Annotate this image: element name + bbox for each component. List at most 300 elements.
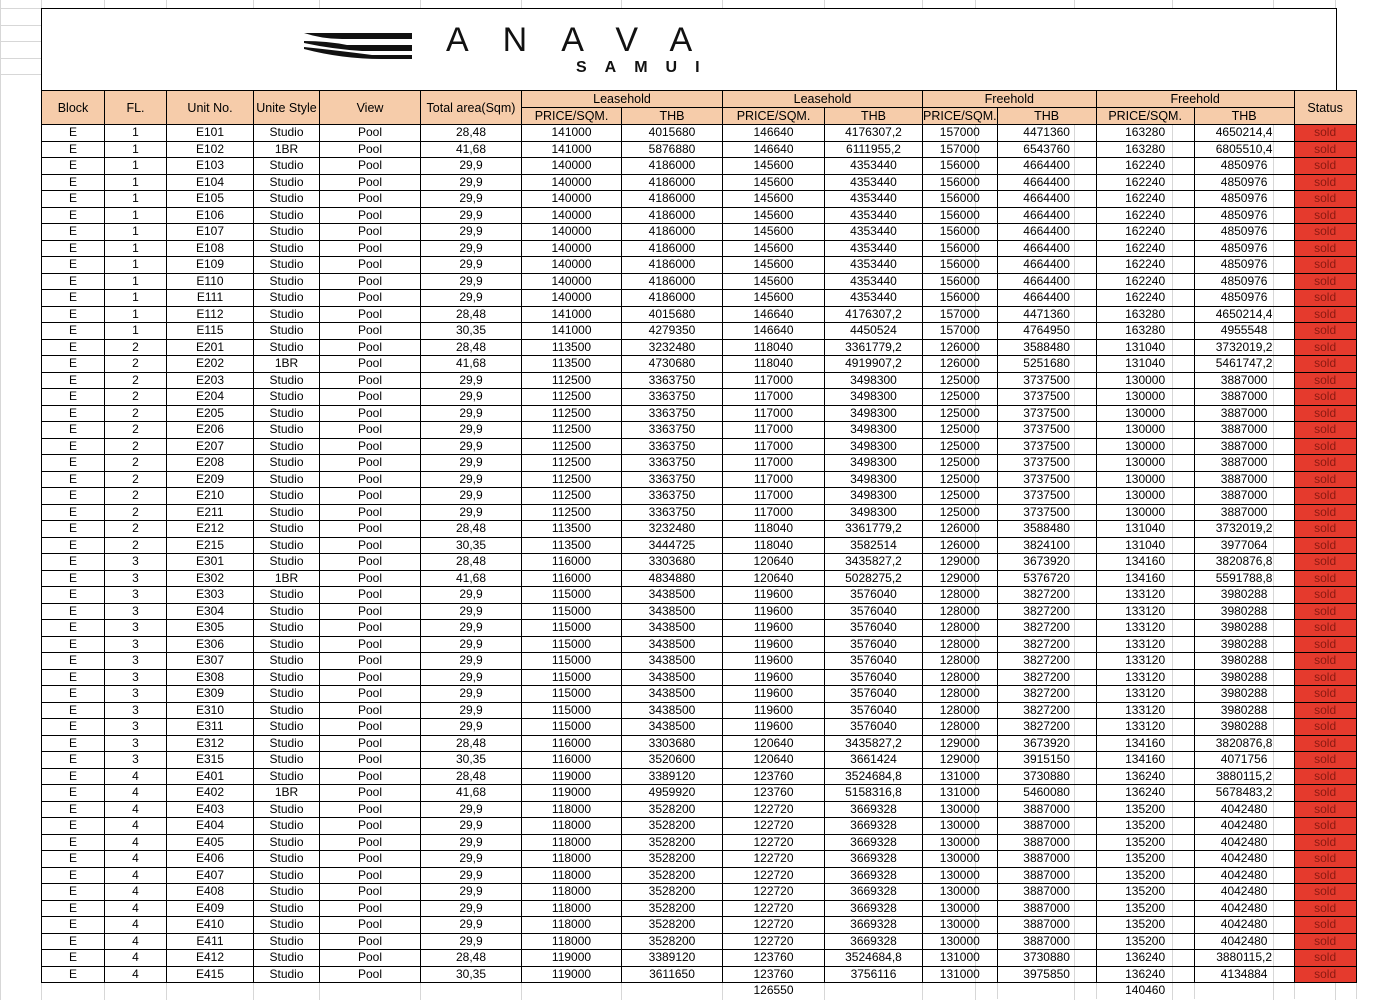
cell-unit-style: Studio <box>254 306 320 323</box>
cell-total-area: 29,9 <box>421 636 522 653</box>
cell-freehold-thb: 3827200 <box>997 603 1096 620</box>
cell-leasehold-thb: 4353440 <box>825 207 923 224</box>
cell-freehold-thb: 3975850 <box>997 966 1096 983</box>
table-row <box>42 521 1357 538</box>
cell-view: Pool <box>320 257 421 274</box>
cell-leasehold-thb: 4353440 <box>825 273 923 290</box>
cell-freehold-thb: 4850976 <box>1194 158 1294 175</box>
cell-freehold-thb: 3737500 <box>997 438 1096 455</box>
cell-leasehold-price-sqm: 117000 <box>723 488 825 505</box>
cell-view: Pool <box>320 603 421 620</box>
cell-unit-no: E311 <box>167 719 254 736</box>
cell-freehold-price-sqm: 156000 <box>923 191 998 208</box>
cell-total-area: 29,9 <box>421 422 522 439</box>
cell-leasehold-thb: 3669328 <box>825 834 923 851</box>
cell-freehold-thb: 5591788,8 <box>1194 570 1294 587</box>
cell-leasehold-thb: 4959920 <box>622 785 723 802</box>
table-row <box>42 735 1357 752</box>
cell-leasehold-price-sqm: 115000 <box>522 587 622 604</box>
cell-floor: 2 <box>105 455 167 472</box>
cell-leasehold-price-sqm: 123760 <box>723 785 825 802</box>
cell-freehold-price-sqm: 133120 <box>1096 669 1194 686</box>
cell-status: sold <box>1294 372 1356 389</box>
cell-freehold-thb: 4850976 <box>1194 174 1294 191</box>
cell-floor: 1 <box>105 158 167 175</box>
cell-leasehold-thb: 3363750 <box>622 488 723 505</box>
cell-freehold-thb: 4042480 <box>1194 834 1294 851</box>
header-status: Status <box>1294 91 1356 125</box>
cell-freehold-thb: 4664400 <box>997 191 1096 208</box>
table-row <box>42 356 1357 373</box>
cell-unit-no: E409 <box>167 900 254 917</box>
cell-freehold-thb: 4664400 <box>997 273 1096 290</box>
cell-leasehold-price-sqm: 145600 <box>723 273 825 290</box>
cell-leasehold-thb: 3520600 <box>622 752 723 769</box>
table-row <box>42 471 1357 488</box>
cell-leasehold-price-sqm: 119000 <box>522 950 622 967</box>
cell-view: Pool <box>320 290 421 307</box>
cell-block: E <box>42 735 105 752</box>
cell-block: E <box>42 620 105 637</box>
cell-floor: 2 <box>105 504 167 521</box>
cell-leasehold-thb: 3438500 <box>622 603 723 620</box>
cell-block: E <box>42 141 105 158</box>
cell-block: E <box>42 257 105 274</box>
cell-freehold-thb: 4664400 <box>997 257 1096 274</box>
cell-freehold-price-sqm: 125000 <box>923 438 998 455</box>
cell-unit-style: Studio <box>254 405 320 422</box>
cell-leasehold-thb: 4015680 <box>622 125 723 142</box>
cell-status: sold <box>1294 207 1356 224</box>
cell-leasehold-price-sqm: 116000 <box>522 554 622 571</box>
cell-freehold-thb: 5460080 <box>997 785 1096 802</box>
cell-total-area: 29,9 <box>421 240 522 257</box>
cell-block: E <box>42 719 105 736</box>
cell-leasehold-price-sqm: 115000 <box>522 702 622 719</box>
cell-leasehold-thb: 4186000 <box>622 257 723 274</box>
cell-view: Pool <box>320 950 421 967</box>
cell-leasehold-price-sqm: 122720 <box>723 818 825 835</box>
cell-leasehold-price-sqm: 115000 <box>522 603 622 620</box>
cell-leasehold-price-sqm: 115000 <box>522 719 622 736</box>
cell-leasehold-thb: 3669328 <box>825 818 923 835</box>
cell-freehold-thb: 3980288 <box>1194 636 1294 653</box>
cell-freehold-price-sqm: 130000 <box>923 801 998 818</box>
cell-floor: 2 <box>105 488 167 505</box>
cell-total-area: 41,68 <box>421 356 522 373</box>
cell-leasehold-thb: 3576040 <box>825 686 923 703</box>
cell-total-area: 29,9 <box>421 686 522 703</box>
cell-view: Pool <box>320 455 421 472</box>
cell-view: Pool <box>320 488 421 505</box>
cell-status: sold <box>1294 801 1356 818</box>
cell-freehold-thb: 3980288 <box>1194 702 1294 719</box>
cell-leasehold-price-sqm: 140000 <box>522 158 622 175</box>
cell-leasehold-price-sqm: 140000 <box>522 174 622 191</box>
cell-view: Pool <box>320 471 421 488</box>
cell-block: E <box>42 966 105 983</box>
table-row <box>42 834 1357 851</box>
cell-status: sold <box>1294 719 1356 736</box>
cell-status: sold <box>1294 818 1356 835</box>
cell-status: sold <box>1294 521 1356 538</box>
cell-status: sold <box>1294 834 1356 851</box>
header-unit-style: Unite Style <box>254 91 320 125</box>
cell-total-area: 29,9 <box>421 273 522 290</box>
cell-unit-style: 1BR <box>254 356 320 373</box>
cell-freehold-price-sqm: 130000 <box>923 884 998 901</box>
cell-freehold-price-sqm: 135200 <box>1096 801 1194 818</box>
cell-view: Pool <box>320 653 421 670</box>
cell-unit-no: E203 <box>167 372 254 389</box>
cell-freehold-price-sqm: 125000 <box>923 389 998 406</box>
cell-freehold-thb: 3737500 <box>997 488 1096 505</box>
cell-unit-no: E107 <box>167 224 254 241</box>
cell-status: sold <box>1294 785 1356 802</box>
cell-freehold-thb: 3820876,8 <box>1194 735 1294 752</box>
cell-freehold-price-sqm: 130000 <box>1096 455 1194 472</box>
cell-unit-no: E404 <box>167 818 254 835</box>
table-row <box>42 504 1357 521</box>
cell-unit-style: Studio <box>254 884 320 901</box>
table-row <box>42 966 1357 983</box>
cell-freehold-thb: 4664400 <box>997 290 1096 307</box>
table-row <box>42 207 1357 224</box>
cell-unit-no: E415 <box>167 966 254 983</box>
cell-view: Pool <box>320 273 421 290</box>
header-price-sqm: PRICE/SQM. <box>723 108 825 125</box>
cell-leasehold-price-sqm: 117000 <box>723 405 825 422</box>
cell-unit-style: Studio <box>254 438 320 455</box>
cell-leasehold-price-sqm: 122720 <box>723 851 825 868</box>
cell-freehold-price-sqm: 156000 <box>923 174 998 191</box>
header-thb: THB <box>1194 108 1294 125</box>
cell-freehold-price-sqm: 156000 <box>923 273 998 290</box>
cell-freehold-price-sqm: 135200 <box>1096 834 1194 851</box>
cell-block: E <box>42 653 105 670</box>
cell-leasehold-thb: 3363750 <box>622 389 723 406</box>
cell-status: sold <box>1294 422 1356 439</box>
cell-block: E <box>42 884 105 901</box>
cell-leasehold-price-sqm: 119000 <box>522 785 622 802</box>
cell-status: sold <box>1294 966 1356 983</box>
table-row <box>42 224 1357 241</box>
cell-block: E <box>42 438 105 455</box>
cell-total-area: 29,9 <box>421 719 522 736</box>
cell-freehold-thb: 3887000 <box>997 884 1096 901</box>
cell-block: E <box>42 537 105 554</box>
cell-status: sold <box>1294 554 1356 571</box>
cell-total-area: 41,68 <box>421 570 522 587</box>
cell-unit-no: E215 <box>167 537 254 554</box>
cell-status: sold <box>1294 504 1356 521</box>
table-row <box>42 818 1357 835</box>
cell-block: E <box>42 306 105 323</box>
table-row <box>42 339 1357 356</box>
cell-block: E <box>42 851 105 868</box>
cell-leasehold-price-sqm: 119600 <box>723 587 825 604</box>
cell-freehold-thb: 3827200 <box>997 702 1096 719</box>
cell-view: Pool <box>320 669 421 686</box>
cell-floor: 1 <box>105 257 167 274</box>
cell-freehold-thb: 4042480 <box>1194 900 1294 917</box>
cell-unit-style: Studio <box>254 257 320 274</box>
table-row <box>42 702 1357 719</box>
cell-leasehold-price-sqm: 115000 <box>522 636 622 653</box>
cell-leasehold-thb: 4186000 <box>622 207 723 224</box>
cell-total-area: 29,9 <box>421 471 522 488</box>
cell-status: sold <box>1294 405 1356 422</box>
cell-leasehold-price-sqm: 119600 <box>723 702 825 719</box>
cell-leasehold-thb: 3528200 <box>622 834 723 851</box>
cell-leasehold-price-sqm: 141000 <box>522 125 622 142</box>
cell-view: Pool <box>320 389 421 406</box>
cell-block: E <box>42 768 105 785</box>
cell-unit-style: Studio <box>254 455 320 472</box>
table-row <box>42 554 1357 571</box>
cell-status: sold <box>1294 455 1356 472</box>
cell-floor: 1 <box>105 273 167 290</box>
cell-status: sold <box>1294 669 1356 686</box>
cell-leasehold-price-sqm: 118000 <box>522 818 622 835</box>
cell-freehold-price-sqm: 130000 <box>923 851 998 868</box>
cell-block: E <box>42 273 105 290</box>
cell-total-area: 29,9 <box>421 504 522 521</box>
cell-leasehold-price-sqm: 118000 <box>522 834 622 851</box>
cell-leasehold-price-sqm: 118040 <box>723 537 825 554</box>
cell-leasehold-thb: 3528200 <box>622 900 723 917</box>
cell-freehold-thb: 4042480 <box>1194 884 1294 901</box>
cell-status: sold <box>1294 438 1356 455</box>
cell-freehold-price-sqm: 128000 <box>923 636 998 653</box>
cell-floor: 1 <box>105 240 167 257</box>
header-total-area: Total area(Sqm) <box>421 91 522 125</box>
cell-freehold-price-sqm: 125000 <box>923 405 998 422</box>
cell-view: Pool <box>320 719 421 736</box>
cell-unit-style: Studio <box>254 966 320 983</box>
cell-view: Pool <box>320 207 421 224</box>
cell-freehold-thb: 3737500 <box>997 405 1096 422</box>
cell-leasehold-price-sqm: 112500 <box>522 372 622 389</box>
header-floor: FL. <box>105 91 167 125</box>
cell-freehold-price-sqm: 156000 <box>923 224 998 241</box>
cell-unit-no: E315 <box>167 752 254 769</box>
cell-freehold-thb: 3887000 <box>1194 372 1294 389</box>
cell-freehold-price-sqm: 156000 <box>923 207 998 224</box>
cell-leasehold-price-sqm: 118000 <box>522 867 622 884</box>
cell-unit-no: E204 <box>167 389 254 406</box>
cell-leasehold-price-sqm: 122720 <box>723 933 825 950</box>
footer-row <box>42 983 1357 1000</box>
cell-freehold-thb: 4071756 <box>1194 752 1294 769</box>
cell-leasehold-thb: 4353440 <box>825 224 923 241</box>
cell-unit-style: Studio <box>254 554 320 571</box>
cell-freehold-price-sqm: 130000 <box>1096 504 1194 521</box>
cell-status: sold <box>1294 570 1356 587</box>
cell-status: sold <box>1294 158 1356 175</box>
cell-freehold-price-sqm: 129000 <box>923 554 998 571</box>
cell-freehold-price-sqm: 126000 <box>923 537 998 554</box>
cell-unit-style: Studio <box>254 240 320 257</box>
cell-freehold-price-sqm: 131000 <box>923 966 998 983</box>
cell-block: E <box>42 488 105 505</box>
cell-freehold-thb: 4664400 <box>997 174 1096 191</box>
cell-freehold-price-sqm: 130000 <box>923 917 998 934</box>
cell-freehold-price-sqm: 131040 <box>1096 537 1194 554</box>
cell-leasehold-price-sqm: 119600 <box>723 686 825 703</box>
cell-unit-no: E405 <box>167 834 254 851</box>
cell-freehold-thb: 4850976 <box>1194 207 1294 224</box>
table-row <box>42 785 1357 802</box>
cell-leasehold-thb: 3435827,2 <box>825 735 923 752</box>
table-body <box>42 125 1357 983</box>
cell-status: sold <box>1294 488 1356 505</box>
cell-freehold-thb: 4042480 <box>1194 917 1294 934</box>
cell-view: Pool <box>320 191 421 208</box>
cell-freehold-price-sqm: 128000 <box>923 669 998 686</box>
cell-status: sold <box>1294 323 1356 340</box>
cell-leasehold-price-sqm: 145600 <box>723 174 825 191</box>
cell-freehold-thb: 3887000 <box>1194 389 1294 406</box>
cell-freehold-thb: 3887000 <box>997 900 1096 917</box>
cell-floor: 3 <box>105 587 167 604</box>
cell-freehold-thb: 4471360 <box>997 306 1096 323</box>
cell-freehold-price-sqm: 130000 <box>1096 405 1194 422</box>
cell-floor: 1 <box>105 174 167 191</box>
cell-leasehold-price-sqm: 140000 <box>522 240 622 257</box>
cell-leasehold-thb: 3303680 <box>622 735 723 752</box>
cell-status: sold <box>1294 735 1356 752</box>
cell-freehold-price-sqm: 157000 <box>923 323 998 340</box>
cell-floor: 4 <box>105 785 167 802</box>
cell-leasehold-price-sqm: 146640 <box>723 125 825 142</box>
cell-total-area: 28,48 <box>421 768 522 785</box>
table-row <box>42 141 1357 158</box>
cell-freehold-price-sqm: 126000 <box>923 356 998 373</box>
cell-leasehold-price-sqm: 113500 <box>522 537 622 554</box>
cell-view: Pool <box>320 224 421 241</box>
cell-view: Pool <box>320 422 421 439</box>
cell-total-area: 29,9 <box>421 405 522 422</box>
cell-leasehold-price-sqm: 113500 <box>522 339 622 356</box>
cell-unit-no: E403 <box>167 801 254 818</box>
cell-leasehold-thb: 3528200 <box>622 917 723 934</box>
cell-freehold-thb: 3887000 <box>997 867 1096 884</box>
cell-unit-style: Studio <box>254 521 320 538</box>
table-row <box>42 851 1357 868</box>
cell-freehold-thb: 4134884 <box>1194 966 1294 983</box>
cell-view: Pool <box>320 851 421 868</box>
table-row <box>42 917 1357 934</box>
cell-freehold-thb: 4850976 <box>1194 257 1294 274</box>
cell-leasehold-price-sqm: 119600 <box>723 603 825 620</box>
cell-freehold-thb: 4042480 <box>1194 933 1294 950</box>
cell-freehold-price-sqm: 135200 <box>1096 917 1194 934</box>
cell-view: Pool <box>320 141 421 158</box>
cell-freehold-price-sqm: 133120 <box>1096 719 1194 736</box>
cell-view: Pool <box>320 306 421 323</box>
cell-unit-style: Studio <box>254 273 320 290</box>
header-group-freehold-2: Freehold <box>1096 91 1294 108</box>
header-thb: THB <box>825 108 923 125</box>
cell-floor: 3 <box>105 702 167 719</box>
cell-freehold-thb: 3827200 <box>997 636 1096 653</box>
cell-leasehold-price-sqm: 146640 <box>723 141 825 158</box>
cell-status: sold <box>1294 686 1356 703</box>
cell-freehold-thb: 3887000 <box>1194 504 1294 521</box>
cell-total-area: 29,9 <box>421 818 522 835</box>
cell-freehold-price-sqm: 126000 <box>923 521 998 538</box>
cell-total-area: 30,35 <box>421 323 522 340</box>
cell-freehold-price-sqm: 133120 <box>1096 587 1194 604</box>
cell-total-area: 29,9 <box>421 867 522 884</box>
cell-leasehold-price-sqm: 112500 <box>522 422 622 439</box>
cell-leasehold-price-sqm: 115000 <box>522 620 622 637</box>
cell-total-area: 29,9 <box>421 620 522 637</box>
cell-leasehold-thb: 3498300 <box>825 389 923 406</box>
cell-leasehold-price-sqm: 122720 <box>723 801 825 818</box>
cell-unit-no: E308 <box>167 669 254 686</box>
cell-leasehold-price-sqm: 145600 <box>723 240 825 257</box>
cell-unit-style: Studio <box>254 801 320 818</box>
cell-block: E <box>42 669 105 686</box>
cell-leasehold-price-sqm: 112500 <box>522 438 622 455</box>
cell-leasehold-price-sqm: 119600 <box>723 669 825 686</box>
cell-leasehold-price-sqm: 117000 <box>723 455 825 472</box>
cell-view: Pool <box>320 834 421 851</box>
cell-freehold-price-sqm: 163280 <box>1096 323 1194 340</box>
cell-freehold-thb: 3737500 <box>997 471 1096 488</box>
cell-freehold-price-sqm: 128000 <box>923 603 998 620</box>
cell-leasehold-thb: 3498300 <box>825 488 923 505</box>
cell-unit-style: Studio <box>254 323 320 340</box>
cell-view: Pool <box>320 917 421 934</box>
cell-freehold-price-sqm: 162240 <box>1096 224 1194 241</box>
cell-freehold-thb: 3824100 <box>997 537 1096 554</box>
cell-unit-style: Studio <box>254 636 320 653</box>
cell-view: Pool <box>320 900 421 917</box>
cell-freehold-thb: 5376720 <box>997 570 1096 587</box>
cell-total-area: 29,9 <box>421 702 522 719</box>
cell-freehold-price-sqm: 128000 <box>923 686 998 703</box>
cell-leasehold-thb: 3361779,2 <box>825 339 923 356</box>
cell-freehold-thb: 3827200 <box>997 719 1096 736</box>
cell-freehold-thb: 3887000 <box>1194 438 1294 455</box>
cell-freehold-thb: 3737500 <box>997 422 1096 439</box>
cell-freehold-price-sqm: 130000 <box>923 867 998 884</box>
cell-freehold-price-sqm: 136240 <box>1096 950 1194 967</box>
cell-total-area: 29,9 <box>421 389 522 406</box>
cell-leasehold-thb: 3756116 <box>825 966 923 983</box>
cell-floor: 1 <box>105 141 167 158</box>
cell-leasehold-thb: 3498300 <box>825 471 923 488</box>
cell-leasehold-price-sqm: 118000 <box>522 933 622 950</box>
cell-leasehold-thb: 3669328 <box>825 884 923 901</box>
cell-freehold-price-sqm: 136240 <box>1096 785 1194 802</box>
cell-status: sold <box>1294 306 1356 323</box>
cell-floor: 2 <box>105 405 167 422</box>
cell-unit-style: 1BR <box>254 785 320 802</box>
table-row <box>42 438 1357 455</box>
cell-leasehold-price-sqm: 112500 <box>522 389 622 406</box>
cell-freehold-thb: 3827200 <box>997 669 1096 686</box>
table-row <box>42 488 1357 505</box>
cell-unit-no: E411 <box>167 933 254 950</box>
cell-view: Pool <box>320 372 421 389</box>
cell-block: E <box>42 356 105 373</box>
cell-unit-style: Studio <box>254 174 320 191</box>
cell-freehold-thb: 5461747,2 <box>1194 356 1294 373</box>
